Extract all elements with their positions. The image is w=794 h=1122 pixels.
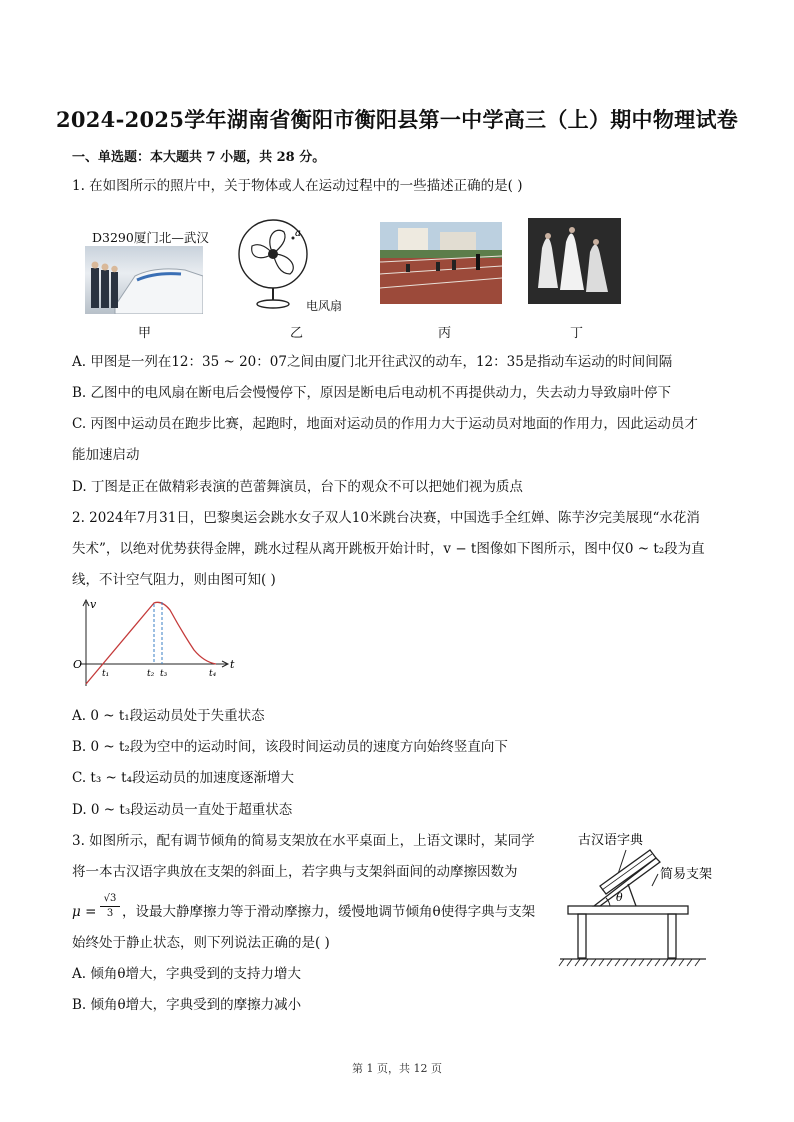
- origin-label: O: [73, 658, 83, 671]
- mu-denominator: 3: [106, 908, 114, 919]
- t-axis-label: t: [230, 658, 235, 671]
- q3-stem-line2: 将一本古汉语字典放在支架的斜面上，若字典与支架斜面间的动摩擦因数为: [72, 864, 518, 880]
- q3-option-a: A. 倾角θ增大，字典受到的支持力增大: [72, 966, 301, 982]
- book-label: 古汉语字典: [578, 833, 644, 848]
- vt-graph: [70, 596, 240, 692]
- fan-label: 电风扇: [306, 299, 343, 313]
- train-label: D3290厦门北—武汉: [92, 230, 209, 245]
- page-title: 2024-2025学年湖南省衡阳市衡阳县第一中学高三（上）期中物理试卷: [55, 107, 739, 132]
- q2-stem-line1: 2. 2024年7月31日，巴黎奥运会跳水女子双人10米跳台决赛，中国选手全红婵、陈芋汐完美展现“水花消: [72, 510, 700, 526]
- train-photo: [85, 246, 203, 314]
- q2-option-a: A. 0 ~ t₁段运动员处于失重状态: [72, 708, 265, 724]
- page-footer: 第 1 页，共 12 页: [352, 1062, 442, 1075]
- stand-figure: [556, 828, 726, 974]
- q1-option-a: A. 甲图是一列在12：35 ~ 20：07之间由厦门北开往武汉的动车，12：35是指动车运动的时间间隔: [72, 354, 673, 370]
- tick-t4: t₄: [209, 669, 217, 679]
- q3-stem-line1: 3. 如图所示，配有调节倾角的简易支架放在水平桌面上，上语文课时，某同学: [72, 833, 535, 849]
- q3-stem-line3: ，设最大静摩擦力等于滑动摩擦力，缓慢地调节倾角θ使得字典与支架: [122, 904, 536, 920]
- caption-bing: 丙: [438, 326, 452, 341]
- q1-stem: 1. 在如图所示的照片中，关于物体或人在运动过程中的一些描述正确的是( ): [72, 178, 523, 194]
- tick-t2: t₂: [147, 669, 155, 679]
- q1-option-b: B. 乙图中的电风扇在断电后会慢慢停下，原因是断电后电动机不再提供动力，失去动力导致扇叶停下: [72, 385, 672, 401]
- mu-symbol: μ =: [72, 904, 97, 920]
- mu-numerator: √3: [100, 892, 120, 907]
- caption-yi: 乙: [290, 326, 304, 341]
- q2-option-d: D. 0 ~ t₃段运动员一直处于超重状态: [72, 802, 293, 818]
- angle-label: θ: [616, 891, 623, 904]
- q3-stem-line4: 始终处于静止状态，则下列说法正确的是( ): [72, 935, 330, 951]
- fan-point-label: a: [295, 228, 301, 239]
- caption-jia: 甲: [138, 326, 152, 341]
- section-heading: 一、单选题：本大题共 7 小题，共 28 分。: [72, 150, 326, 165]
- q1-option-d: D. 丁图是正在做精彩表演的芭蕾舞演员，台下的观众不可以把她们视为质点: [72, 479, 523, 495]
- q3-option-b: B. 倾角θ增大，字典受到的摩擦力减小: [72, 997, 302, 1013]
- ballet-photo: [528, 218, 621, 304]
- q1-option-c: C. 丙图中运动员在跑步比赛，起跑时，地面对运动员的作用力大于运动员对地面的作用力，因此运动员才: [72, 416, 698, 432]
- v-axis-label: v: [90, 598, 97, 611]
- tick-t3: t₃: [160, 669, 168, 679]
- caption-ding: 丁: [570, 326, 584, 341]
- q1-option-c-cont: 能加速启动: [72, 447, 140, 463]
- q2-option-c: C. t₃ ~ t₄段运动员的加速度逐渐增大: [72, 770, 294, 786]
- tick-t1: t₁: [102, 669, 110, 679]
- q2-stem-line3: 线，不计空气阻力，则由图可知( ): [72, 572, 276, 588]
- q2-option-b: B. 0 ~ t₂段为空中的运动时间，该段时间运动员的速度方向始终竖直向下: [72, 739, 508, 755]
- running-photo: [380, 222, 502, 304]
- q2-stem-line2: 失术”，以绝对优势获得金牌，跳水过程从离开跳板开始计时，v − t图像如下图所示，图中仅0 ~ t₂段为直: [72, 541, 705, 557]
- stand-label: 简易支架: [660, 867, 713, 882]
